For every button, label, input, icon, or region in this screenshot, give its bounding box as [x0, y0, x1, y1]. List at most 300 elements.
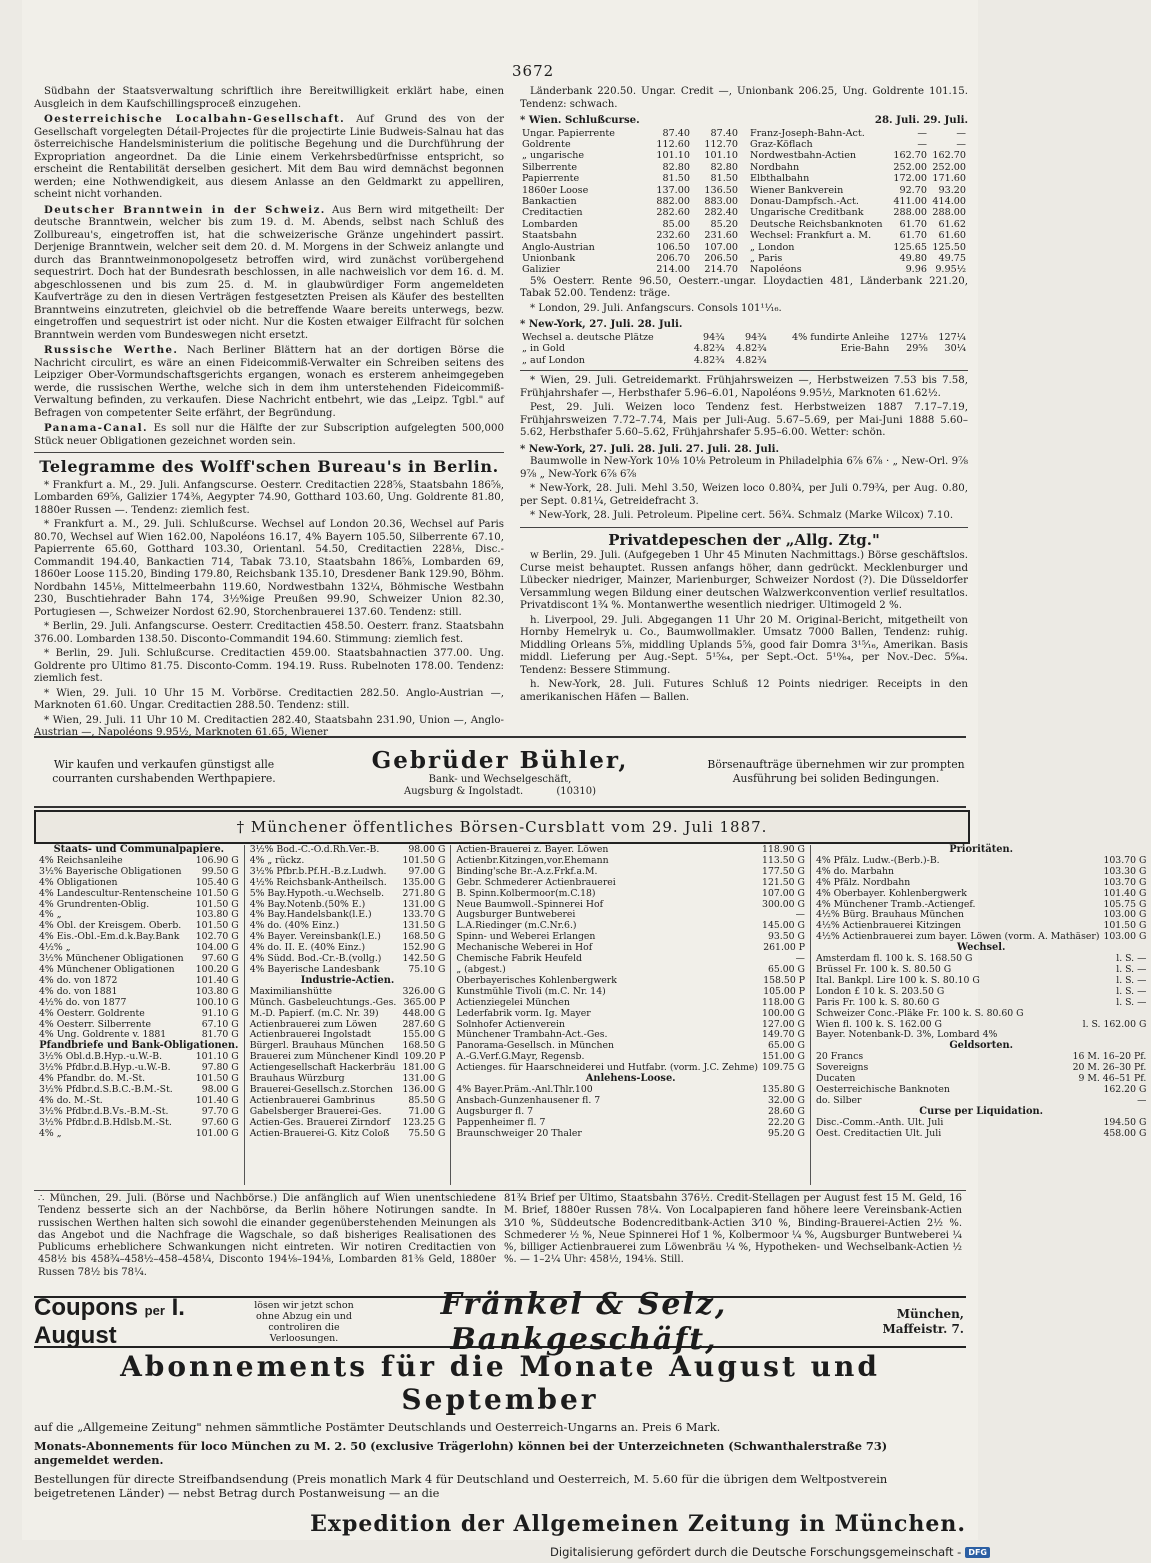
row-label: Kunstmühle Tivoli (m.C. Nr. 14)	[456, 985, 606, 997]
curs-column-2	[244, 845, 451, 1185]
ad-firm-sub: Bank- und Wechselgeschäft,	[428, 773, 572, 785]
row-label: Actienbrauerei Ingolstadt	[249, 1029, 372, 1041]
row-value: 82.80	[710, 161, 738, 173]
row-label: 4% Oberbayer. Kohlenbergwerk	[815, 887, 967, 899]
row-value: 882.00	[656, 195, 690, 207]
row-label: Oesterreichische Banknoten	[815, 1083, 950, 1095]
row-label: Mechanische Weberei in Hof	[456, 942, 593, 954]
row-value: 135.00 G	[402, 876, 446, 888]
table-row	[520, 150, 740, 161]
row-value: 9.95½	[935, 264, 966, 276]
row-value: 4.82¾	[735, 343, 767, 355]
row-value: 103.70 G	[1103, 876, 1147, 888]
row-value: 127.00 G	[762, 1018, 805, 1030]
curs-table	[814, 1052, 1148, 1107]
table-row	[748, 150, 968, 161]
table-row	[814, 889, 1148, 900]
row-value: 152.90 G	[402, 942, 446, 954]
row-value: 300.00 G	[762, 898, 805, 910]
table-row	[748, 128, 968, 139]
row-value: 194.50 G	[1103, 1116, 1147, 1128]
curs-column-4	[810, 845, 1151, 1185]
subscription-text: Bestellungen für directe Streifbandsendung (Preis monatlich Mark 4 für Deutschland und Oesterreich, M. 5.60 für die übrigen dem Weltpostverein beigetretenen Länder) — nebst Betrag durch Postanweisung — an die	[34, 1471, 888, 1500]
row-value	[891, 355, 929, 366]
table-row	[520, 264, 740, 275]
row-label: 4½% Bürg. Brauhaus München	[815, 909, 965, 921]
table-row	[748, 264, 968, 275]
row-label: 4½% Actienbrauerei zum bayer. Löwen (vorm. A. Mathäser)	[815, 931, 1100, 943]
row-value: 109.75 G	[762, 1062, 805, 1074]
row-value: —	[795, 953, 805, 965]
divider	[34, 452, 504, 453]
row-value: 162.70	[932, 150, 966, 162]
row-value: 261.00 P	[763, 942, 805, 954]
table-row	[248, 889, 448, 900]
row-label: Deutsche Reichsbanknoten	[750, 218, 883, 230]
row-label: Actienziegelei München	[456, 996, 570, 1008]
curs-column-3	[450, 845, 810, 1185]
row-value: 162.70	[893, 150, 927, 162]
row-value: 168.50 G	[402, 931, 446, 943]
row-value: 127¼	[938, 331, 966, 343]
row-value: 101.00 G	[195, 1127, 239, 1139]
row-value: 105.75 G	[1103, 898, 1147, 910]
row-label: Pappenheimer fl. 7	[456, 1116, 546, 1128]
row-label: 4% Oesterr. Silberrente	[39, 1018, 151, 1030]
row-value: 101.50 G	[195, 887, 239, 899]
row-label: 4% Ung. Goldrente v. 1881	[39, 1029, 167, 1041]
table-row	[748, 230, 968, 241]
wien-table-head	[520, 114, 968, 127]
row-value: l. S. —	[1116, 996, 1147, 1008]
ad-left-text: Wir kaufen und verkaufen günstigst alle courranten curshabenden Werthpapiere.	[52, 758, 276, 785]
telegram-item: * Frankfurt a. M., 29. Juli. Schlußcurse. Wechsel auf London 20.36, Wechsel auf Paris 80.70, Wechsel auf Wien 162.00, Napoléons 16.17, 4% Bayern 105.50, Silberrente 67.10, Papierrente 65.60, Gotthard 103.30, Orientanl. 54.50, Creditactien 228⅛, Disc.-Commandit 194.40, Bankactien 714, Tabak 73.10, Staatsbahn 186⅝, Lombarden 69, 1860er Loose 115.20, Binding 179.80, Reichsbank 135.10, Dresdener Bank 129.90, Böhm. Nordbahn 145⅛, Mittelmeerbahn 119.60, Nordwestbahn 132¼, Böhmische Westbahn 230, Buschtiehrader Bahn 174, 3½%ige Preußen 99.90, Schweizer Union 82.30, Portugiesen —, Schweizer Nordost 62.90, Storchenbrauerei 137.60. Tendenz: still.	[34, 519, 504, 618]
row-label: 4½% Actienbrauerei Kitzingen	[815, 920, 962, 932]
row-value: 411.00	[893, 195, 927, 207]
coupons-city: München,	[896, 1307, 964, 1321]
table-row	[814, 998, 1148, 1009]
row-value: 252.00	[932, 161, 966, 173]
row-value: —	[917, 138, 927, 150]
row-label: Napoléons	[750, 264, 802, 276]
row-label: „ ungarische	[522, 150, 585, 162]
row-label: 4% Bayerische Landesbank	[249, 963, 380, 975]
row-value: 49.80	[899, 252, 927, 264]
table-row	[520, 242, 740, 253]
article-text: Auf Grund des von der Gesellschaft vorgelegten Détail-Projectes für die projectirte Linie Budweis-Salnau hat das österreichische Handelsministerium die politische Begehung und die Durchführung der Expropriation angeordnet. Da die Linie einem Verkehrsbedürfnisse entspricht, so erscheint die Rentabilität derselben gesichert. Mit dem Bau wird demnächst begonnen werden; eine Nothwendigkeit, aus diesem Anlasse an den Geldmarkt zu appelliren, scheint nicht vorhanden.	[34, 114, 504, 200]
wien-tables	[520, 128, 968, 276]
row-label: 3½% Pfdbr.d.B.Hyp.-u.W.-B.	[39, 1062, 171, 1074]
row-value: 282.40	[704, 207, 738, 219]
row-value: 87.40	[662, 127, 690, 139]
telegram-item: 5% Oesterr. Rente 96.50, Oesterr.-ungar. Lloydactien 481, Länderbank 221.20, Tabak 52.00. Tendenz: träge.	[520, 275, 968, 300]
curs-table	[454, 1085, 807, 1140]
row-label: Bayer. Notenbank-D. 3%, Lombard 4%	[815, 1029, 998, 1041]
row-value: 123.25 G	[402, 1116, 446, 1128]
row-value: 22.20 G	[767, 1116, 805, 1128]
row-value: 214.00	[656, 264, 690, 276]
row-value: 151.00 G	[762, 1051, 805, 1063]
table-row	[748, 173, 968, 184]
coupons-title	[34, 1294, 244, 1350]
ad-firm-name: Gebrüder Bühler,	[371, 746, 629, 774]
row-value: 97.60 G	[201, 1116, 239, 1128]
row-label: Actienbr.Kitzingen,vor.Ehemann	[456, 854, 609, 866]
row-value: 61.60	[938, 230, 966, 242]
row-label: London £ 10 k. S. 203.50 G	[815, 985, 945, 997]
table-row	[248, 1009, 448, 1020]
row-label: 4% do. II. E. (40% Einz.)	[249, 942, 366, 954]
row-label: Ital. Bankpl. Lire 100 k. S. 80.10 G	[815, 974, 980, 986]
table-row	[248, 878, 448, 889]
row-value: 82.80	[662, 161, 690, 173]
row-label: 4% Grundrenten-Oblig.	[39, 898, 150, 910]
row-value: 98.00 G	[408, 844, 446, 855]
row-value: 103.00 G	[1103, 931, 1147, 943]
row-value: 61.70	[899, 230, 927, 242]
row-value: l. S. —	[1116, 985, 1147, 997]
curs-table	[248, 845, 448, 976]
article-paragraph	[34, 113, 504, 202]
row-label: „ London	[750, 241, 795, 253]
article-paragraph	[34, 422, 504, 448]
table-row	[520, 185, 740, 196]
telegram-item: * Berlin, 29. Juli. Anfangscurse. Oesterr. Creditactien 458.50. Oesterr. franz. Staatsbahn 376.00. Lombarden 138.50. Disconto-Commandit 194.60. Stimmung: ziemlich fest.	[34, 621, 504, 645]
row-value: 136.50	[704, 184, 738, 196]
table-row	[748, 242, 968, 253]
table-row	[814, 1009, 1148, 1020]
row-label: Sovereigns	[815, 1062, 869, 1074]
divider	[520, 370, 968, 371]
row-value: 85.20	[710, 218, 738, 230]
row-value: 85.50 G	[408, 1094, 446, 1106]
row-label: 4% Oesterr. Goldrente	[39, 1007, 145, 1019]
row-label: Panorama-Gesellsch. in München	[456, 1040, 614, 1052]
row-label: Brauhaus Würzburg	[249, 1073, 345, 1085]
row-value: 103.80 G	[195, 909, 239, 921]
row-value: 282.60	[656, 207, 690, 219]
row-value: —	[917, 127, 927, 139]
telegram-item: * Wien, 29. Juli. Getreidemarkt. Frühjahrsweizen —, Herbstweizen 7.53 bis 7.58, Frühjahrshafer —, Herbsthafer 5.96–6.01, Napoléons 9.95½, Marknoten 61.62½.	[520, 375, 968, 399]
row-label: Nordwestbahn-Actien	[750, 150, 857, 162]
coupons-date: I. August	[34, 1294, 185, 1349]
row-value: 99.50 G	[201, 865, 239, 877]
telegram-item: Länderbank 220.50. Ungar. Credit —, Unionbank 206.25, Ung. Goldrente 101.15. Tendenz: schwach.	[520, 86, 968, 110]
row-value: 93.20	[938, 184, 966, 196]
table-row	[520, 139, 740, 150]
wien-dates: 28. Juli. 29. Juli.	[874, 114, 968, 126]
curs-table	[814, 954, 1148, 1041]
row-label: 4% Eis.-Obl.-Em.d.k.Bay.Bank	[39, 931, 180, 943]
row-value: 92.70	[899, 184, 927, 196]
row-value: —	[956, 127, 966, 139]
row-label: Amsterdam fl. 100 k. S. 168.50 G	[815, 953, 973, 965]
digitization-footer	[550, 1545, 990, 1559]
row-label: Wien fl. 100 k. S. 162.00 G	[815, 1018, 942, 1030]
article-head: Panama-Canal.	[44, 422, 148, 434]
row-value: 252.00	[893, 161, 927, 173]
row-value: 109.20 P	[403, 1051, 446, 1063]
telegram-item: Pest, 29. Juli. Weizen loco Tendenz fest. Herbstweizen 1887 7.17–7.19, Frühjahrsweizen 7.72–7.74, Mais per Juli-Aug. 5.67–5.69, per Mai-Juni 1888 5.60–5.62, Herbsthafer 5.60–5.62, Frühjahrshafer 5.95–6.00. Wetter: schön.	[520, 402, 968, 438]
row-label: 4% Obligationen	[39, 876, 118, 888]
curs-table	[37, 1052, 241, 1139]
row-value: 271.80 G	[402, 887, 446, 899]
row-value: 102.70 G	[195, 931, 239, 943]
row-label: 4% Münchener Obligationen	[39, 963, 175, 975]
row-value: 232.60	[656, 230, 690, 242]
telegram-item: * Berlin, 29. Juli. Schlußcurse. Creditactien 459.00. Staatsbahnactien 377.00. Ung. Goldrente pro Ultimo 81.75. Disconto-Comm. 194.19. Russ. Rubelnoten 178.00. Tendenz: ziemlich fest.	[34, 648, 504, 684]
row-value: 4.82¾	[693, 354, 725, 366]
page-number: 3672	[512, 62, 555, 80]
row-label: 4% do. von 1872	[39, 974, 118, 986]
section-title: Industrie-Actien.	[300, 974, 395, 986]
row-label: Actien-Brauerei z. Bayer. Löwen	[456, 844, 609, 855]
table-row	[454, 954, 807, 965]
row-label: 4% „	[39, 909, 62, 921]
row-value: 97.80 G	[201, 1062, 239, 1074]
row-value: 181.00 G	[402, 1062, 446, 1074]
row-value: 49.75	[938, 252, 966, 264]
row-value: 65.00 G	[767, 1040, 805, 1052]
row-label: Wechsel: Frankfurt a. M.	[750, 230, 872, 242]
row-label: 4% Bayer. Vereinsbank(l.E.)	[249, 931, 381, 943]
row-value: 149.70 G	[762, 1029, 805, 1041]
expedition-signature: Expedition der Allgemeinen Zeitung in München.	[310, 1510, 966, 1537]
row-label: Donau-Dampfsch.-Act.	[750, 195, 859, 207]
article-paragraph	[34, 344, 504, 420]
row-label: Wechsel a. deutsche Plätze	[522, 331, 654, 343]
row-label: 4½% Reichsbank-Antheilsch.	[249, 876, 387, 888]
table-row	[748, 196, 968, 207]
row-value: 75.50 G	[408, 1127, 446, 1139]
row-value: 131.00 G	[402, 898, 446, 910]
wien-table-right	[748, 128, 968, 276]
row-label: Braunschweiger 20 Thaler	[456, 1127, 582, 1139]
row-value: 458.00 G	[1103, 1127, 1147, 1139]
ny-table	[520, 332, 968, 366]
row-label: Neue Baumwoll.-Spinnerei Hof	[456, 898, 604, 910]
row-label: Actienges. für Haarschneiderei und Hutfabr. (vorm. J.C. Zehme)	[456, 1062, 759, 1074]
row-value: 20 M. 26–30 Pf.	[1072, 1062, 1147, 1074]
table-row	[814, 1118, 1148, 1129]
row-value: 97.00 G	[408, 865, 446, 877]
row-label: 4% Obl. der Kreisgem. Oberb.	[39, 920, 182, 932]
row-value: 71.00 G	[408, 1105, 446, 1117]
row-label: 20 Francs	[815, 1051, 864, 1063]
row-label: Brauerei zum Münchener Kindl	[249, 1051, 399, 1063]
row-label: Augsburger fl. 7	[456, 1105, 534, 1117]
row-label: 1860er Loose	[522, 184, 589, 196]
row-value: 91.10 G	[201, 1007, 239, 1019]
row-value: 177.50 G	[762, 865, 805, 877]
row-label: Ungar. Papierrente	[522, 127, 615, 139]
row-value: 101.10 G	[195, 1051, 239, 1063]
row-value: 172.00	[893, 173, 927, 185]
coupons-advertisement	[34, 1287, 966, 1357]
row-label: Gabelsberger Brauerei-Ges.	[249, 1105, 382, 1117]
row-value: 4.82¾	[735, 354, 767, 366]
section-title: Curse per Liquidation.	[919, 1105, 1044, 1117]
article-head: Russische Werthe.	[44, 344, 179, 356]
table-row	[520, 162, 740, 173]
row-value: 112.70	[704, 138, 738, 150]
table-row	[520, 219, 740, 230]
subscription-notice	[34, 1350, 966, 1537]
section-title: Pfandbriefe und Bank-Obligationen.	[39, 1040, 239, 1052]
table-row	[37, 1118, 241, 1129]
row-label: Paris Fr. 100 k. S. 80.60 G	[815, 996, 940, 1008]
row-value: 103.30 G	[1103, 865, 1147, 877]
row-label: 4% „ rückz.	[249, 854, 305, 866]
row-value: 93.50 G	[767, 931, 805, 943]
row-label: Oberbayerisches Kohlenbergwerk	[456, 974, 617, 986]
telegram-item: * Wien, 29. Juli. 11 Uhr 10 M. Creditactien 282.40, Staatsbahn 231.90, Union —, Anglo-Austrian —, Napoléons 9.95½, Marknoten 61.65, Wiener	[34, 714, 504, 738]
row-label: Ansbach-Gunzenhausener fl. 7	[456, 1094, 601, 1106]
row-label: Lombarden	[522, 218, 578, 230]
table-row	[520, 196, 740, 207]
row-value: 95.20 G	[767, 1127, 805, 1139]
table-row	[748, 207, 968, 218]
row-value: 106.50	[656, 241, 690, 253]
row-value: 112.60	[656, 138, 690, 150]
row-label: Ducaten	[815, 1073, 856, 1085]
ad-firm-location	[310, 786, 690, 798]
right-column	[520, 86, 968, 706]
row-value: Erie-Bahn	[840, 343, 890, 355]
coupons-per: per	[144, 1303, 165, 1318]
row-label: Elbthalbahn	[750, 173, 810, 185]
row-label: Unionbank	[522, 252, 576, 264]
row-label: Franz-Joseph-Bahn-Act.	[750, 127, 865, 139]
row-value: 101.10	[656, 150, 690, 162]
row-label: Solnhofer Actienverein	[456, 1018, 566, 1030]
row-label: 3½% Obl.d.B.Hyp.-u.W.-B.	[39, 1051, 163, 1063]
row-value: 107.00	[704, 241, 738, 253]
table-row	[748, 162, 968, 173]
buehler-advertisement	[34, 736, 966, 808]
row-label: Ungarische Creditbank	[750, 207, 864, 219]
row-label: 3½% Pfdbr.d.S.B.C.-B.M.-St.	[39, 1083, 173, 1095]
table-row	[454, 998, 807, 1009]
row-value: 81.70 G	[201, 1029, 239, 1041]
row-label: Silberrente	[522, 161, 578, 173]
row-value: 61.70	[899, 218, 927, 230]
row-label: Gebr. Schmederer Actienbrauerei	[456, 876, 616, 888]
row-value: 32.00 G	[767, 1094, 805, 1106]
row-label: Nordbahn	[750, 161, 800, 173]
row-label: Galizier	[522, 264, 560, 276]
table-row	[814, 1129, 1148, 1140]
row-label: Actien-Brauerei-G. Kitz Coloß	[249, 1127, 390, 1139]
table-row	[520, 332, 968, 343]
wien-table-left	[520, 128, 740, 276]
telegram-item: * New-York, 28. Juli. Petroleum. Pipeline cert. 56¾. Schmalz (Marke Wilcox) 7.10.	[530, 510, 954, 521]
table-row	[748, 253, 968, 264]
row-label: Wiener Bankverein	[750, 184, 844, 196]
row-value: 287.60 G	[402, 1018, 446, 1030]
ny-table-head: * New-York, 27. Juli. 28. Juli.	[520, 318, 683, 331]
munich-report	[34, 1190, 966, 1286]
table-row	[454, 889, 807, 900]
row-label: „ Paris	[750, 252, 783, 264]
row-label: 3½% Bod.-C.-O.d.Rh.Ver.-B.	[249, 844, 380, 855]
row-value: 4.82¾	[693, 343, 725, 355]
table-row	[37, 889, 241, 900]
table-row	[454, 1118, 807, 1129]
table-row	[520, 207, 740, 218]
row-value: 101.50 G	[195, 1073, 239, 1085]
article-text: Es soll nur die Hälfte der zur Subscription aufgelegten 500,000 Stück neuer Obligationen gezeichnet worden sein.	[34, 423, 504, 447]
row-label: 4% do. von 1881	[39, 985, 118, 997]
row-value: 448.00 G	[402, 1007, 446, 1019]
row-value: 75.10 G	[408, 963, 446, 975]
row-value: 103.00 G	[1103, 909, 1147, 921]
row-label: Bankactien	[522, 195, 577, 207]
row-label: Augsburger Buntweberei	[456, 909, 576, 921]
row-value: 4% fundirte Anleihe	[791, 331, 890, 343]
dfg-logo: DFG	[965, 1547, 990, 1558]
cursblatt-title: † Münchener öffentliches Börsen-Cursblatt vom 29. Juli 1887.	[34, 810, 970, 844]
row-label: Staatsbahn	[522, 230, 577, 242]
curs-table	[814, 1118, 1148, 1140]
table-row	[520, 173, 740, 184]
row-value: —	[795, 909, 805, 921]
row-value	[1067, 1009, 1148, 1020]
private-dispatch-heading: Privatdepeschen der „Allg. Ztg."	[608, 530, 880, 549]
row-value: l. S. 162.00 G	[1082, 1018, 1147, 1030]
row-value: 105.40 G	[195, 876, 239, 888]
telegram-item: * London, 29. Juli. Anfangscurs. Consols 101¹¹⁄₁₆.	[530, 302, 782, 314]
telegram-item: * New-York, 28. Juli. Mehl 3.50, Weizen loco 0.80¾, per Juli 0.79¾, per Aug. 0.80, per Sept. 0.81¼, Getreidefracht 3.	[520, 483, 968, 507]
munich-report-part2: 81¾ Brief per Ultimo, Staatsbahn 376½. Credit-Stellagen per August fest 15 M. Geld, 16 M. Brief, 1880er Russen 78¼. Von Localpapieren fand höhere leere Vereinsbank-Actien 3⁄10 %, Süddeutsche Bodencreditbank-Actien 3⁄10 %, Binding-Brauerei-Actien 2½ %. Schmederer ½ %, Neue Spinnerei Hof 1 %, Kolbermoor ¼ %, Augsburger Buntweberei ¼ %, billiger Actienbrauerei zum Löwenbräu ¼ %, Hypotheken- und Wechselbank-Actien ½ %. — 1–2¼ Uhr: 458½, 194⅛. Still.	[504, 1193, 962, 1266]
row-value: 100.20 G	[195, 963, 239, 975]
newspaper-page	[22, 0, 1147, 1540]
munich-report-part1: ∴ München, 29. Juli. (Börse und Nachbörse.) Die anfänglich auf Wien unentschiedene Tendenz besserte sich an der Nachbörse, da Berlin höhere Notirungen sandte. In russischen Werthen halten sich sowohl die einander gegenüberstehenden Meinungen als das Angebot und die Nachfrage die Wagschale, so daß bisheriges Realisationen des Publicums erheblichere Schwankungen nicht eintreten. Wir notiren Creditactien von 458½ bis 458¾–458½–458–458¼, Disconto 194⅛–194⅛, Lombarden 81⅜ Geld, 1880er Russen 78½ bis 78¼.	[38, 1193, 496, 1278]
subscription-title: Abonnements für die Monate August und September	[120, 1350, 880, 1416]
article-paragraph: Südbahn der Staatsverwaltung schriftlich ihre Bereitwilligkeit erklärt habe, einen Ausgleich in dem Kaufschillingsproceß einzugehen.	[34, 86, 504, 110]
table-row	[520, 128, 740, 139]
row-value: 98.00 G	[201, 1083, 239, 1095]
row-label: 3½% Pfdbr.d.B.Hdlsb.M.-St.	[39, 1116, 172, 1128]
row-value: 118.00 G	[762, 996, 805, 1008]
coupons-word: Coupons	[34, 1294, 138, 1321]
row-label: Brauerei-Gesellsch.z.Storchen	[249, 1083, 393, 1095]
row-label: Goldrente	[522, 138, 571, 150]
curs-table	[454, 845, 807, 1074]
row-value: 101.50 G	[195, 920, 239, 932]
row-value: 145.00 G	[762, 920, 805, 932]
row-value: 85.00	[662, 218, 690, 230]
row-value: 168.50 G	[402, 1040, 446, 1052]
row-value: 365.00 P	[403, 996, 446, 1008]
ny-cotton-head: * New-York, 27. Juli. 28. Juli. 27. Juli. 28. Juli.	[520, 442, 780, 455]
table-row	[248, 998, 448, 1009]
row-label: Bürgerl. Brauhaus München	[249, 1040, 384, 1052]
table-row	[520, 230, 740, 241]
row-value: 104.00 G	[195, 942, 239, 954]
row-value: 101.50 G	[1103, 920, 1147, 932]
row-value: 103.70 G	[1103, 854, 1147, 866]
row-value: 94¾	[702, 331, 725, 343]
row-label: M.-D. Papierf. (m.C. Nr. 39)	[249, 1007, 379, 1019]
row-value	[769, 355, 892, 366]
row-value: 414.00	[932, 195, 966, 207]
row-value: 81.50	[662, 173, 690, 185]
row-label: B. Spinn.Kolbermoor(m.C.18)	[456, 887, 596, 899]
curs-table	[37, 856, 241, 1041]
row-label: 4% do. (40% Einz.)	[249, 920, 340, 932]
row-label: Actienbrauerei zum Löwen	[249, 1018, 377, 1030]
